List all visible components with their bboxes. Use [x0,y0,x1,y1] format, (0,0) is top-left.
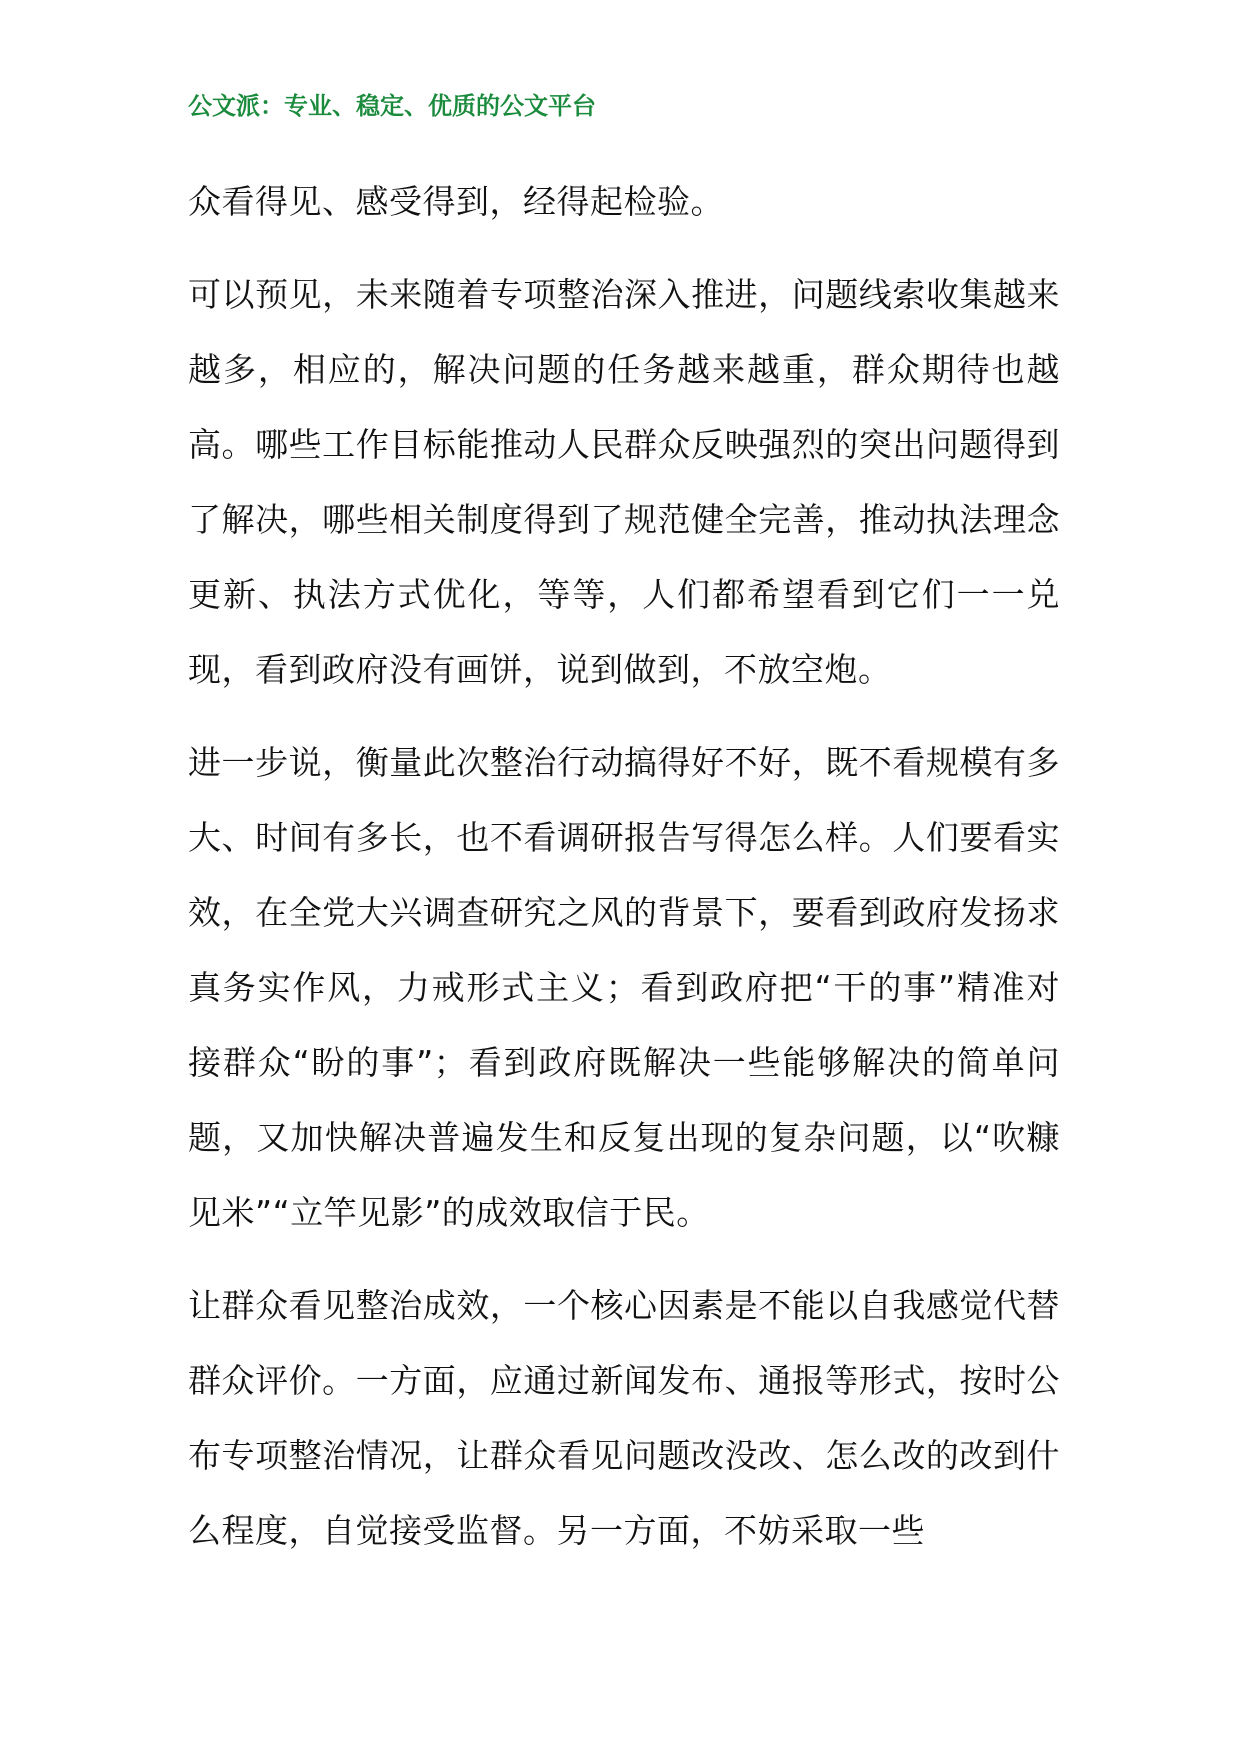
document-body [188,164,1060,1568]
page-header: 公文派：专业、稳定、优质的公文平台 [188,91,596,120]
paragraph: 让群众看见整治成效，一个核心因素是不能以自我感觉代替群众评价。一方面，应通过新闻发布、通报等形式，按时公布专项整治情况，让群众看见问题改没改、怎么改的改到什么程度，自觉接受监督。另一方面，不妨采取一些 [188,1286,1060,1550]
paragraph: 众看得见、感受得到，经得起检验。 [188,182,724,221]
paragraph: 可以预见，未来随着专项整治深入推进，问题线索收集越来越多，相应的，解决问题的任务越来越重，群众期待也越高。哪些工作目标能推动人民群众反映强烈的突出问题得到了解决，哪些相关制度得到了规范健全完善，推动执法理念更新、执法方式优化，等等，人们都希望看到它们一一兑现，看到政府没有画饼，说到做到，不放空炮。 [188,275,1060,689]
paragraph: 进一步说，衡量此次整治行动搞得好不好，既不看规模有多大、时间有多长，也不看调研报告写得怎么样。人们要看实效，在全党大兴调查研究之风的背景下，要看到政府发扬求真务实作风，力戒形式主义；看到政府把“干的事”精准对接群众“盼的事”；看到政府既解决一些能够解决的简单问题，又加快解决普遍发生和反复出现的复杂问题，以“吹糠见米”“立竿见影”的成效取信于民。 [188,743,1060,1232]
